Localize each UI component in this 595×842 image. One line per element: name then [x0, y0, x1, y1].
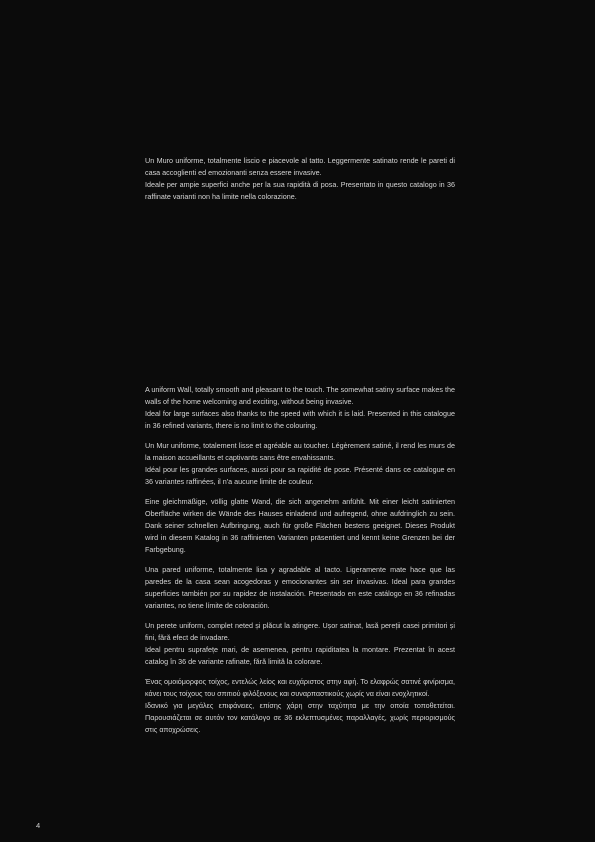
text-line: Ιδανικό για μεγάλες επιφάνειες, επίσης χάρη στην ταχύτητα με την οποία τοποθετείται. Παρουσιάζεται σε αυτόν τον κατάλογο σε 36 εκλεπτυσμένες παραλλαγές, χωρίς περιορισμούς στις αποχρώσεις. [145, 701, 455, 734]
page-number: 4 [36, 821, 41, 830]
text-line: Un Muro uniforme, totalmente liscio e piacevole al tatto. Leggermente satinato rende le pareti di casa accoglienti ed emozionanti senza essere invasive. [145, 156, 455, 177]
paragraph-english [145, 384, 455, 432]
text-line: A uniform Wall, totally smooth and pleasant to the touch. The somewhat satiny surface makes the walls of the home welcoming and exciting, without being invasive. [145, 385, 455, 406]
text-line: Un perete uniform, complet neted și plăcut la atingere. Ușor satinat, lasă pereții casei primitori și fini, fără efect de invadare. [145, 621, 455, 642]
text-line: Ideal pentru suprafețe mari, de asemenea, pentru rapiditatea la montare. Prezentat în acest catalog în 36 de variante rafinate, fără limită la colorare. [145, 645, 455, 666]
text-line: Idéal pour les grandes surfaces, aussi pour sa rapidité de pose. Présenté dans ce catalogue en 36 variantes raffinées, il n'a aucune limite de couleur. [145, 465, 455, 486]
paragraph-greek [145, 676, 455, 736]
paragraph-french [145, 440, 455, 488]
paragraph-german [145, 496, 455, 556]
translations-text-block [145, 384, 455, 744]
text-line: Ένας ομοιόμορφος τοίχος, εντελώς λείος και ευχάριστος στην αφή. Το ελαφρώς σατινέ φινίρισμα, κάνει τους τοίχους του σπιτιού φιλόξενους και συναρπαστικούς χωρίς να είναι ενοχλητικοί. [145, 677, 455, 698]
paragraph-italian [145, 155, 455, 203]
paragraph-romanian [145, 620, 455, 668]
text-line: Una pared uniforme, totalmente lisa y agradable al tacto. Ligeramente mate hace que las paredes de la casa sean acogedoras y emocionantes sin ser invasivas. Ideal para grandes superficies también por su rapidez de instalación. Presentado en este catálogo en 36 refinadas variantes, no tiene límite de coloración. [145, 565, 455, 610]
text-line: Ideal for large surfaces also thanks to the speed with which it is laid. Presented in this catalogue in 36 refined variants, there is no limit to the colouring. [145, 409, 455, 430]
text-line: Un Mur uniforme, totalement lisse et agréable au toucher. Légèrement satiné, il rend les murs de la maison accueillants et captivants sans être envahissants. [145, 441, 455, 462]
text-line: Ideale per ampie superfici anche per la sua rapidità di posa. Presentato in questo catalogo in 36 raffinate varianti non ha limite nella colorazione. [145, 180, 455, 201]
paragraph-spanish [145, 564, 455, 612]
intro-text-block [145, 155, 455, 211]
text-line: Eine gleichmäßige, völlig glatte Wand, die sich angenehm anfühlt. Mit einer leicht satinierten Oberfläche wirken die Wände des Hauses einladend und aufregend, ohne aufdringlich zu sein. Dank seiner schnellen Aufbringung, auch für große Flächen bestens geeignet. Dieses Produkt wird in diesem Katalog in 36 raffinierten Varianten präsentiert und kennt keine Grenzen bei der Farbgebung. [145, 497, 455, 554]
